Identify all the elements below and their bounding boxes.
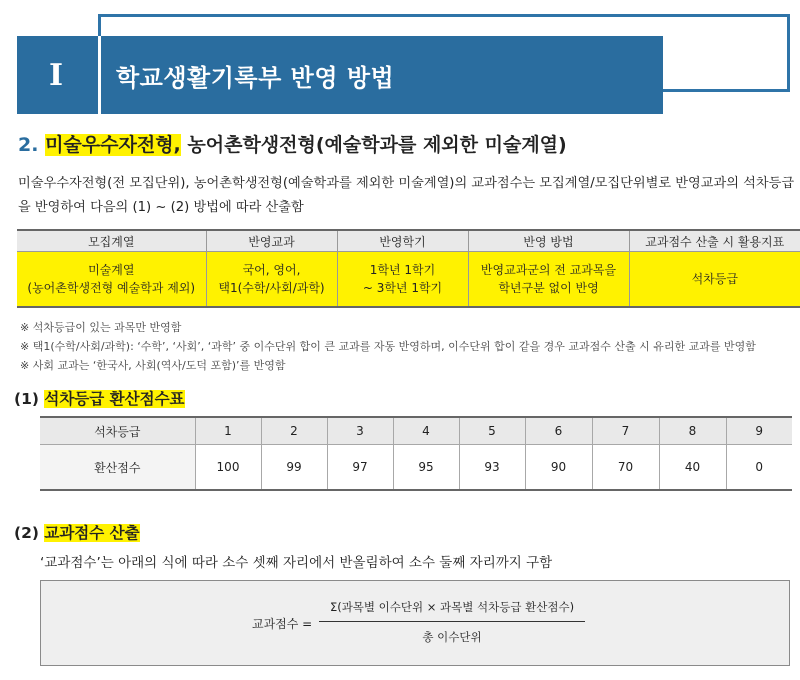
formula-denominator: 총 이수단위	[422, 630, 482, 644]
subsection-1-label: 석차등급 환산점수표	[44, 390, 185, 408]
score-cell: 90	[525, 445, 592, 491]
fraction-line	[319, 621, 585, 622]
header-cell: 반영교과	[206, 230, 337, 252]
section-title	[18, 130, 567, 157]
cell-line: ~ 3학년 1학기	[362, 281, 443, 295]
subsection-2-title	[14, 521, 140, 543]
subsection-1-number: (1)	[14, 390, 39, 408]
note-item: ※ 택1(수학/사회/과학): ‘수학’, ‘사회’, ‘과학’ 중 이수단위 합이 큰 교과를 자동 반영하며, 이수단위 합이 같을 경우 교과점수 산출 시 유리한 교과를 반영함	[20, 340, 756, 353]
score-cell: 0	[726, 445, 792, 491]
notes-list	[20, 318, 756, 375]
subsection-2-number: (2)	[14, 524, 39, 542]
grade-cell: 7	[592, 417, 659, 445]
chapter-title: 학교생활기록부 반영 방법	[116, 63, 395, 92]
cell-line: 학년구분 없이 반영	[498, 281, 599, 295]
score-cell: 70	[592, 445, 659, 491]
grade-row	[40, 417, 792, 445]
reflection-table	[17, 229, 800, 308]
row-header: 석차등급	[40, 417, 195, 445]
cell-line: (농어촌학생전형 예술학과 제외)	[27, 281, 196, 295]
grade-score-table	[40, 416, 792, 491]
cell-line: 택1(수학/사회/과학)	[218, 281, 325, 295]
section-title-highlight: 미술우수자전형,	[45, 134, 181, 156]
note-item: ※ 사회 교과는 ‘한국사, 사회(역사/도덕 포함)’를 반영함	[20, 359, 286, 372]
subsection-1-title	[14, 387, 185, 409]
grade-cell: 6	[525, 417, 592, 445]
table-cell	[206, 252, 337, 308]
formula-numerator: Σ(과목별 이수단위 × 과목별 석차등급 환산점수)	[329, 600, 575, 614]
calculation-description: ‘교과점수’는 아래의 식에 따라 소수 셋째 자리에서 반올림하여 소수 둘째 자리까지 구함	[40, 555, 553, 571]
score-cell: 99	[261, 445, 327, 491]
section-number: 2.	[18, 134, 39, 156]
grade-cell: 5	[459, 417, 525, 445]
header-cell: 모집계열	[17, 230, 206, 252]
score-cell: 95	[393, 445, 459, 491]
header-cell: 반영학기	[337, 230, 468, 252]
row-header: 환산점수	[40, 445, 195, 491]
table-row	[17, 252, 800, 308]
score-cell: 97	[327, 445, 393, 491]
score-cell: 93	[459, 445, 525, 491]
table-header-row	[17, 230, 800, 252]
subsection-2-label: 교과점수 산출	[44, 524, 140, 542]
note-item: ※ 석차등급이 있는 과목만 반영함	[20, 321, 182, 334]
section-description: 미술우수자전형(전 모집단위), 농어촌학생전형(예술학과를 제외한 미술계열)의 교과점수는 모집계열/모집단위별로 반영교과의 석차등급을 반영하여 다음의 (1) ~ (2) 방법에 따라 산출함	[18, 176, 795, 215]
table-cell	[468, 252, 629, 308]
cell-line: 미술계열	[88, 263, 135, 277]
table-cell: 석차등급	[629, 252, 800, 308]
header-cell: 반영 방법	[468, 230, 629, 252]
grade-cell: 1	[195, 417, 261, 445]
score-cell: 100	[195, 445, 261, 491]
cell-line: 반영교과군의 전 교과목을	[480, 263, 617, 277]
cell-line: 1학년 1학기	[369, 263, 436, 277]
grade-cell: 3	[327, 417, 393, 445]
table-cell	[17, 252, 206, 308]
table-cell	[337, 252, 468, 308]
cell-line: 국어, 영어,	[242, 263, 301, 277]
grade-cell: 9	[726, 417, 792, 445]
grade-cell: 2	[261, 417, 327, 445]
chapter-number: I	[48, 57, 64, 93]
formula-box	[40, 580, 790, 666]
score-row	[40, 445, 792, 491]
section-title-rest: 농어촌학생전형(예술학과를 제외한 미술계열)	[180, 134, 567, 156]
grade-cell: 4	[393, 417, 459, 445]
score-cell: 40	[659, 445, 726, 491]
formula-label: 교과점수 =	[252, 617, 313, 631]
grade-cell: 8	[659, 417, 726, 445]
header-cell: 교과점수 산출 시 활용지표	[629, 230, 800, 252]
header-divider	[98, 36, 101, 114]
